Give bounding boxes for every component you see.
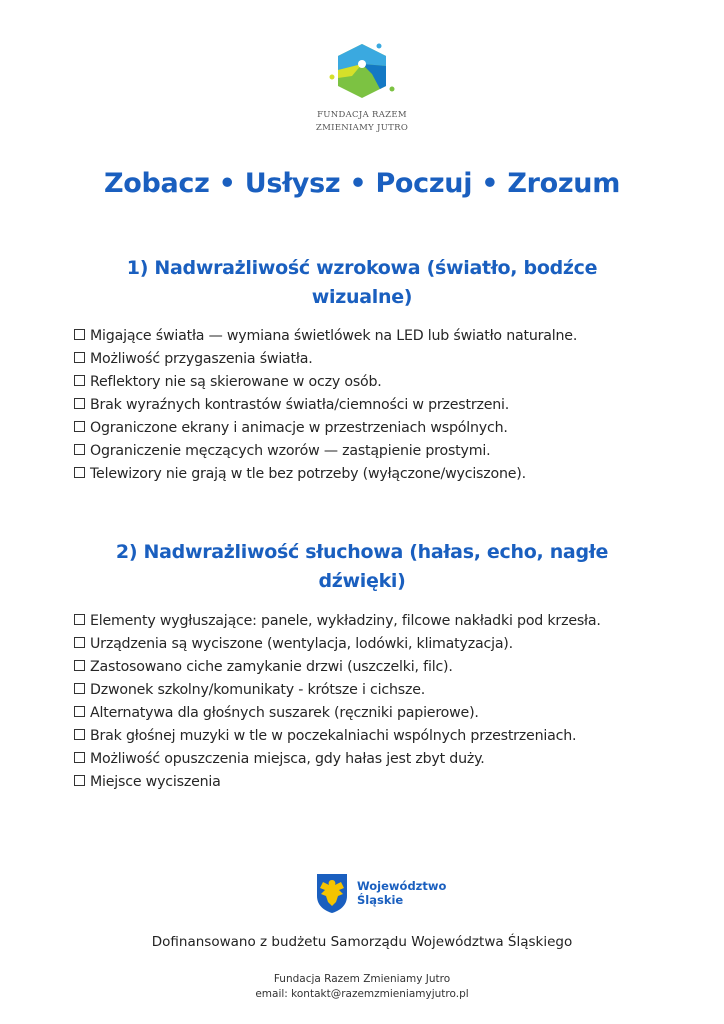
list-item: Ograniczenie męczących wzorów — zastąpienie prostymi. bbox=[74, 440, 664, 463]
list-item: Alternatywa dla głośnych suszarek (ręczniki papierowe). bbox=[74, 702, 664, 725]
checkbox-icon bbox=[74, 444, 85, 455]
list-item: Dzwonek szkolny/komunikaty - krótsze i cichsze. bbox=[74, 679, 664, 702]
checkbox-icon bbox=[74, 329, 85, 340]
sponsor-text-line1: Województwo bbox=[357, 879, 447, 893]
checkbox-icon bbox=[74, 398, 85, 409]
checkbox-icon bbox=[74, 375, 85, 386]
checkbox-icon bbox=[74, 706, 85, 717]
section-2-title: 2) Nadwrażliwość słuchowa (hałas, echo, nagłe dźwięki) bbox=[115, 541, 609, 592]
list-item: Telewizory nie grają w tle bez potrzeby (wyłączone/wyciszone). bbox=[74, 463, 664, 486]
sponsor-logo bbox=[315, 872, 446, 914]
list-item: Urządzenia są wyciszone (wentylacja, lodówki, klimatyzacja). bbox=[74, 633, 664, 656]
list-item: Migające światła — wymiana świetlówek na LED lub światło naturalne. bbox=[74, 325, 664, 348]
sponsor-text-line2: Śląskie bbox=[357, 893, 404, 907]
checkbox-icon bbox=[74, 729, 85, 740]
checkbox-icon bbox=[74, 637, 85, 648]
checkbox-icon bbox=[74, 775, 85, 786]
checkbox-icon bbox=[74, 683, 85, 694]
silesian-eagle-crest-icon bbox=[315, 872, 349, 914]
section-1-list bbox=[74, 325, 664, 486]
checkbox-icon bbox=[74, 421, 85, 432]
list-item: Możliwość opuszczenia miejsca, gdy hałas jest zbyt duży. bbox=[74, 748, 664, 771]
checkbox-icon bbox=[74, 752, 85, 763]
section-2-list bbox=[74, 610, 664, 794]
page-title: Zobacz • Usłysz • Poczuj • Zrozum bbox=[103, 168, 621, 199]
checkbox-icon bbox=[74, 467, 85, 478]
checkbox-icon bbox=[74, 352, 85, 363]
checkbox-icon bbox=[74, 614, 85, 625]
contact-email[interactable]: email: kontakt@razemzmieniamyjutro.pl bbox=[255, 988, 469, 1000]
hexagon-logo-icon bbox=[322, 40, 402, 108]
section-1-title: 1) Nadwrażliwość wzrokowa (światło, bodźce wizualne) bbox=[126, 257, 598, 308]
list-item: Reflektory nie są skierowane w oczy osób. bbox=[74, 371, 664, 394]
list-item: Zastosowano ciche zamykanie drzwi (uszczelki, filc). bbox=[74, 656, 664, 679]
list-item: Miejsce wyciszenia bbox=[74, 771, 664, 794]
list-item: Brak wyraźnych kontrastów światła/ciemności w przestrzeni. bbox=[74, 394, 664, 417]
list-item: Możliwość przygaszenia światła. bbox=[74, 348, 664, 371]
checkbox-icon bbox=[74, 660, 85, 671]
list-item: Brak głośnej muzyki w tle w poczekalniachi wspólnych przestrzeniach. bbox=[74, 725, 664, 748]
foundation-logo bbox=[0, 40, 724, 134]
organization-name: Fundacja Razem Zmieniamy Jutro bbox=[273, 973, 451, 985]
logo-text-line1: FUNDACJA RAZEM bbox=[317, 110, 407, 120]
contact-info bbox=[0, 972, 724, 1002]
list-item: Ograniczone ekrany i animacje w przestrzeniach wspólnych. bbox=[74, 417, 664, 440]
funding-note: Dofinansowano z budżetu Samorządu Województwa Śląskiego bbox=[151, 934, 573, 950]
list-item: Elementy wygłuszające: panele, wykładziny, filcowe nakładki pod krzesła. bbox=[74, 610, 664, 633]
logo-text-line2: ZMIENIAMY JUTRO bbox=[315, 123, 409, 133]
